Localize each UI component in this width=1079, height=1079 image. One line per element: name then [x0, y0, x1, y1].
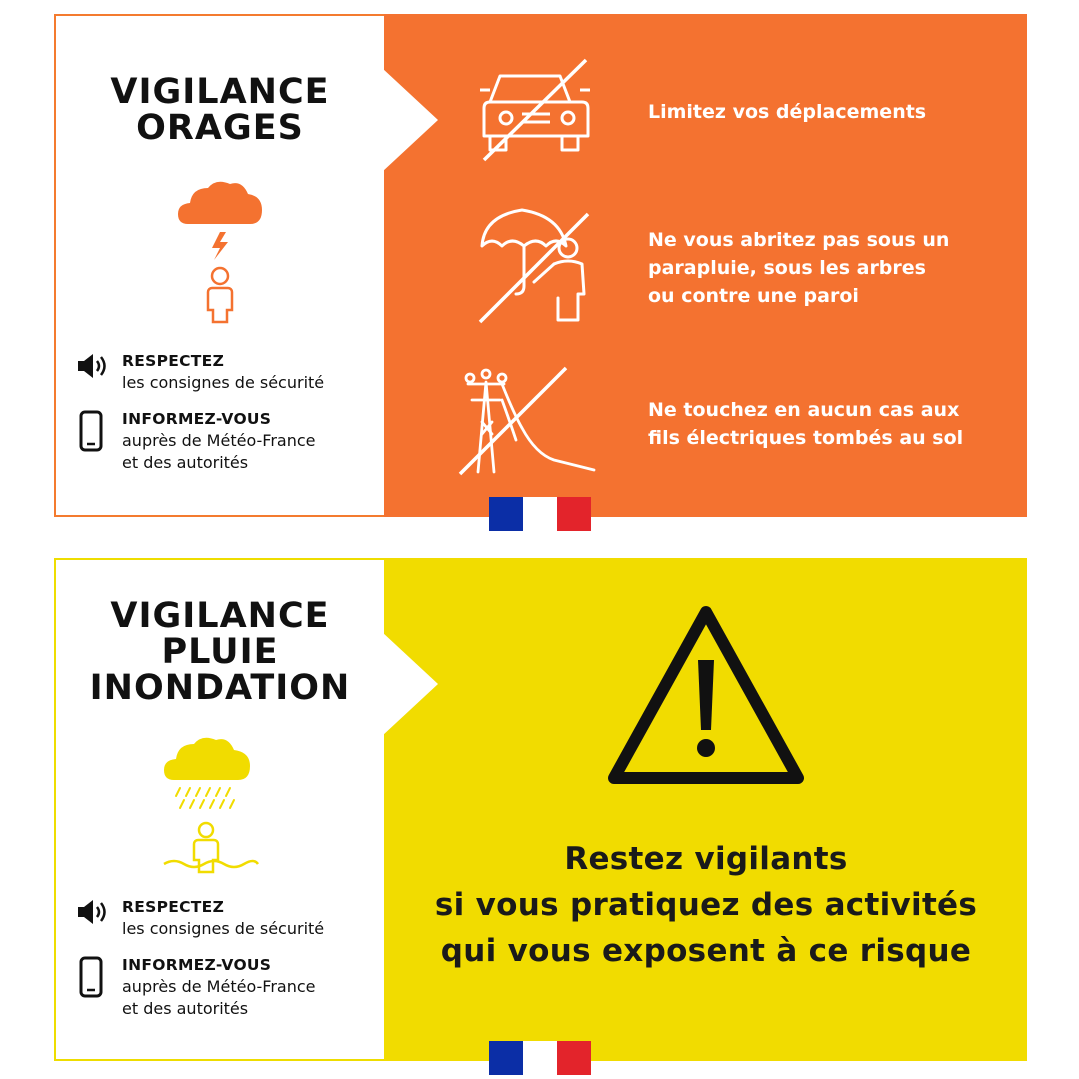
vigilance-pluie-inondation-card	[54, 558, 1027, 1061]
storm-cloud-person-icon	[176, 176, 266, 326]
pluie-respectez-row: RESPECTEZ les consignes de sécurité	[76, 896, 376, 940]
no-car-icon	[476, 56, 592, 164]
french-republic-flag-logo-top	[489, 497, 591, 531]
orages-panel-notch	[382, 68, 438, 172]
pluie-informez-row: INFORMEZ-VOUS auprès de Météo-France et des autorités	[76, 954, 376, 1020]
speaker-icon	[76, 898, 110, 926]
no-umbrella-icon	[476, 206, 594, 326]
orages-respectez-row: RESPECTEZ les consignes de sécurité	[76, 350, 376, 394]
pluie-warning-text: Restez vigilants si vous pratiquez des activités qui vous exposent à ce risque	[434, 841, 978, 969]
no-power-line-icon	[458, 362, 608, 478]
french-republic-flag-logo-bottom	[489, 1041, 591, 1075]
orages-title: VIGILANCE ORAGES	[110, 72, 330, 148]
pluie-panel-notch	[382, 632, 438, 736]
smartphone-icon	[76, 410, 104, 452]
orages-info	[76, 350, 376, 488]
orages-informez-row: INFORMEZ-VOUS auprès de Météo-France et des autorités	[76, 408, 376, 474]
vigilance-orages-card	[54, 14, 1027, 517]
speaker-icon	[76, 352, 110, 380]
warning-triangle-icon	[606, 604, 806, 786]
orages-action-3: Ne touchez en aucun cas aux fils électriques tombés au sol	[648, 399, 964, 449]
smartphone-icon	[76, 956, 104, 998]
rain-cloud-person-icon	[160, 726, 260, 876]
orages-action-1: Limitez vos déplacements	[648, 101, 927, 123]
pluie-title: VIGILANCE PLUIE INONDATION	[89, 596, 351, 708]
orages-action-2: Ne vous abritez pas sous un parapluie, sous les arbres ou contre une paroi	[648, 229, 950, 307]
pluie-info	[76, 896, 376, 1034]
